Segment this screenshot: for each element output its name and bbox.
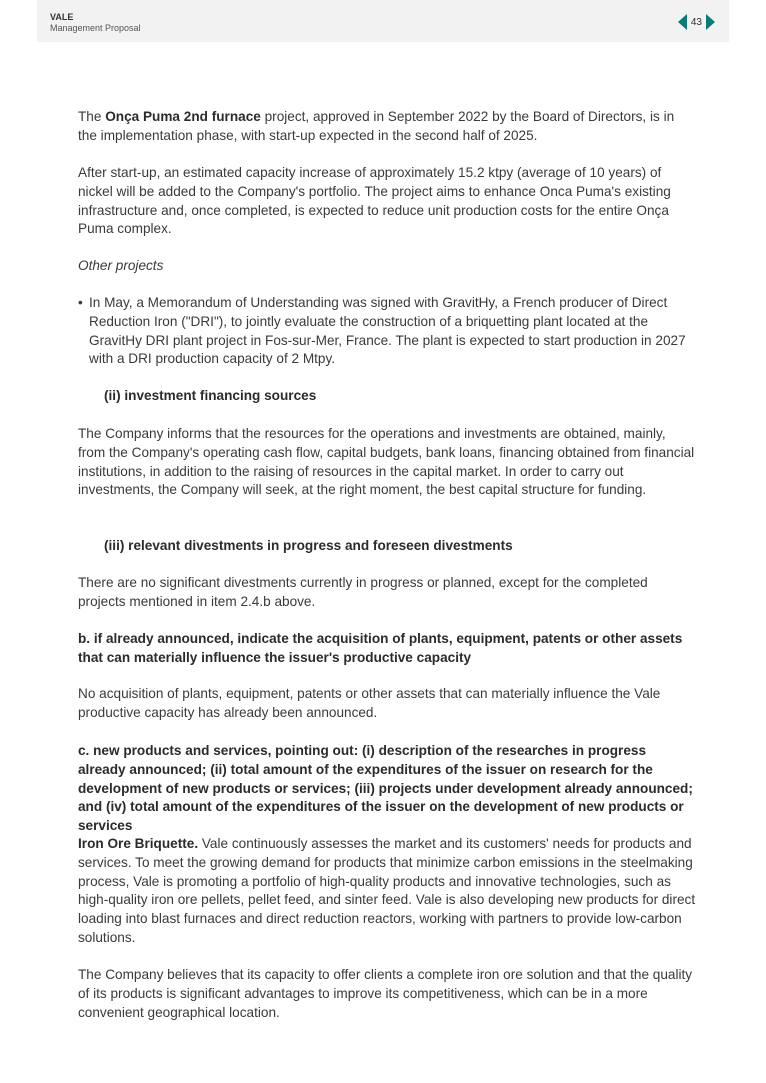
page-header: [37, 0, 729, 42]
company-name: VALE: [50, 12, 74, 22]
page-number: 43: [690, 16, 702, 28]
paragraph-divestments: There are no significant divestments currently in progress or planned, except for the completed projects mentioned in item 2.4.b above.: [78, 575, 648, 609]
subheading-financing: (ii) investment financing sources: [104, 388, 317, 403]
next-page-icon[interactable]: [706, 14, 715, 30]
paragraph-capacity: After start-up, an estimated capacity increase of approximately 15.2 ktpy (average of 10 years) of nickel will be added to the Company's portfolio. The project aims to enhance Onca Puma's existing infrastructure and, once completed, is expected to reduce unit production costs for the entire Onça Puma complex.: [78, 165, 671, 237]
bullet-gravithy: • In May, a Memorandum of Understanding was signed with GravitHy, a French producer of Direct Reduction Iron ("DRI"), to jointly evaluate the construction of a briquetting plant located at the GravitHy DRI plant project in Fos-sur-Mer, France. The plant is expected to start production in 2027 with a DRI production capacity of 2 Mtpy.: [89, 294, 689, 369]
subheading-divestments: (iii) relevant divestments in progress and foreseen divestments: [104, 538, 513, 553]
heading-b: b. if already announced, indicate the acquisition of plants, equipment, patents or other assets that can materially influence the issuer's productive capacity: [78, 631, 683, 665]
paragraph-acquisition: No acquisition of plants, equipment, patents or other assets that can materially influence the Vale productive capacity has already been announced.: [78, 686, 661, 720]
page-navigation: [678, 14, 715, 30]
paragraph-onca-puma: The Onça Puma 2nd furnace project, approved in September 2022 by the Board of Directors, is in the implementation phase, with start-up expected in the second half of 2025.: [78, 109, 675, 143]
document-subtitle: Management Proposal: [50, 23, 141, 33]
paragraph-financing: The Company informs that the resources for the operations and investments are obtained, mainly, from the Company's operating cash flow, capital budgets, bank loans, financing obtained from financial institutions, in addition to the raising of resources in the capital market. In order to carry out investments, the Company will seek, at the right moment, the best capital structure for funding.: [78, 426, 695, 498]
heading-c: c. new products and services, pointing out: (i) description of the researches in progress already announced; (ii) total amount of the expenditures of the issuer on research for the development of new products or services; (iii) projects under development already announced; and (iv) total amount of the expenditures of the issuer on the development of new products or services: [78, 743, 693, 834]
other-projects-heading: Other projects: [78, 258, 164, 273]
previous-page-icon[interactable]: [678, 14, 687, 30]
paragraph-briquette: Iron Ore Briquette. Vale continuously assesses the market and its customers' needs for products and services. To meet the growing demand for products that minimize carbon emissions in the steelmaking process, Vale is promoting a portfolio of high-quality products and innovative technologies, such as high-quality iron ore pellets, pellet feed, and sinter feed. Vale is also developing new products for direct loading into blast furnaces and direct reduction reactors, working with partners to provide low-carbon solutions.: [78, 836, 696, 945]
paragraph-competitiveness: The Company believes that its capacity to offer clients a complete iron ore solution and that the quality of its products is significant advantages to improve its competitiveness, which can be in a more convenient geographical location.: [78, 967, 693, 1020]
